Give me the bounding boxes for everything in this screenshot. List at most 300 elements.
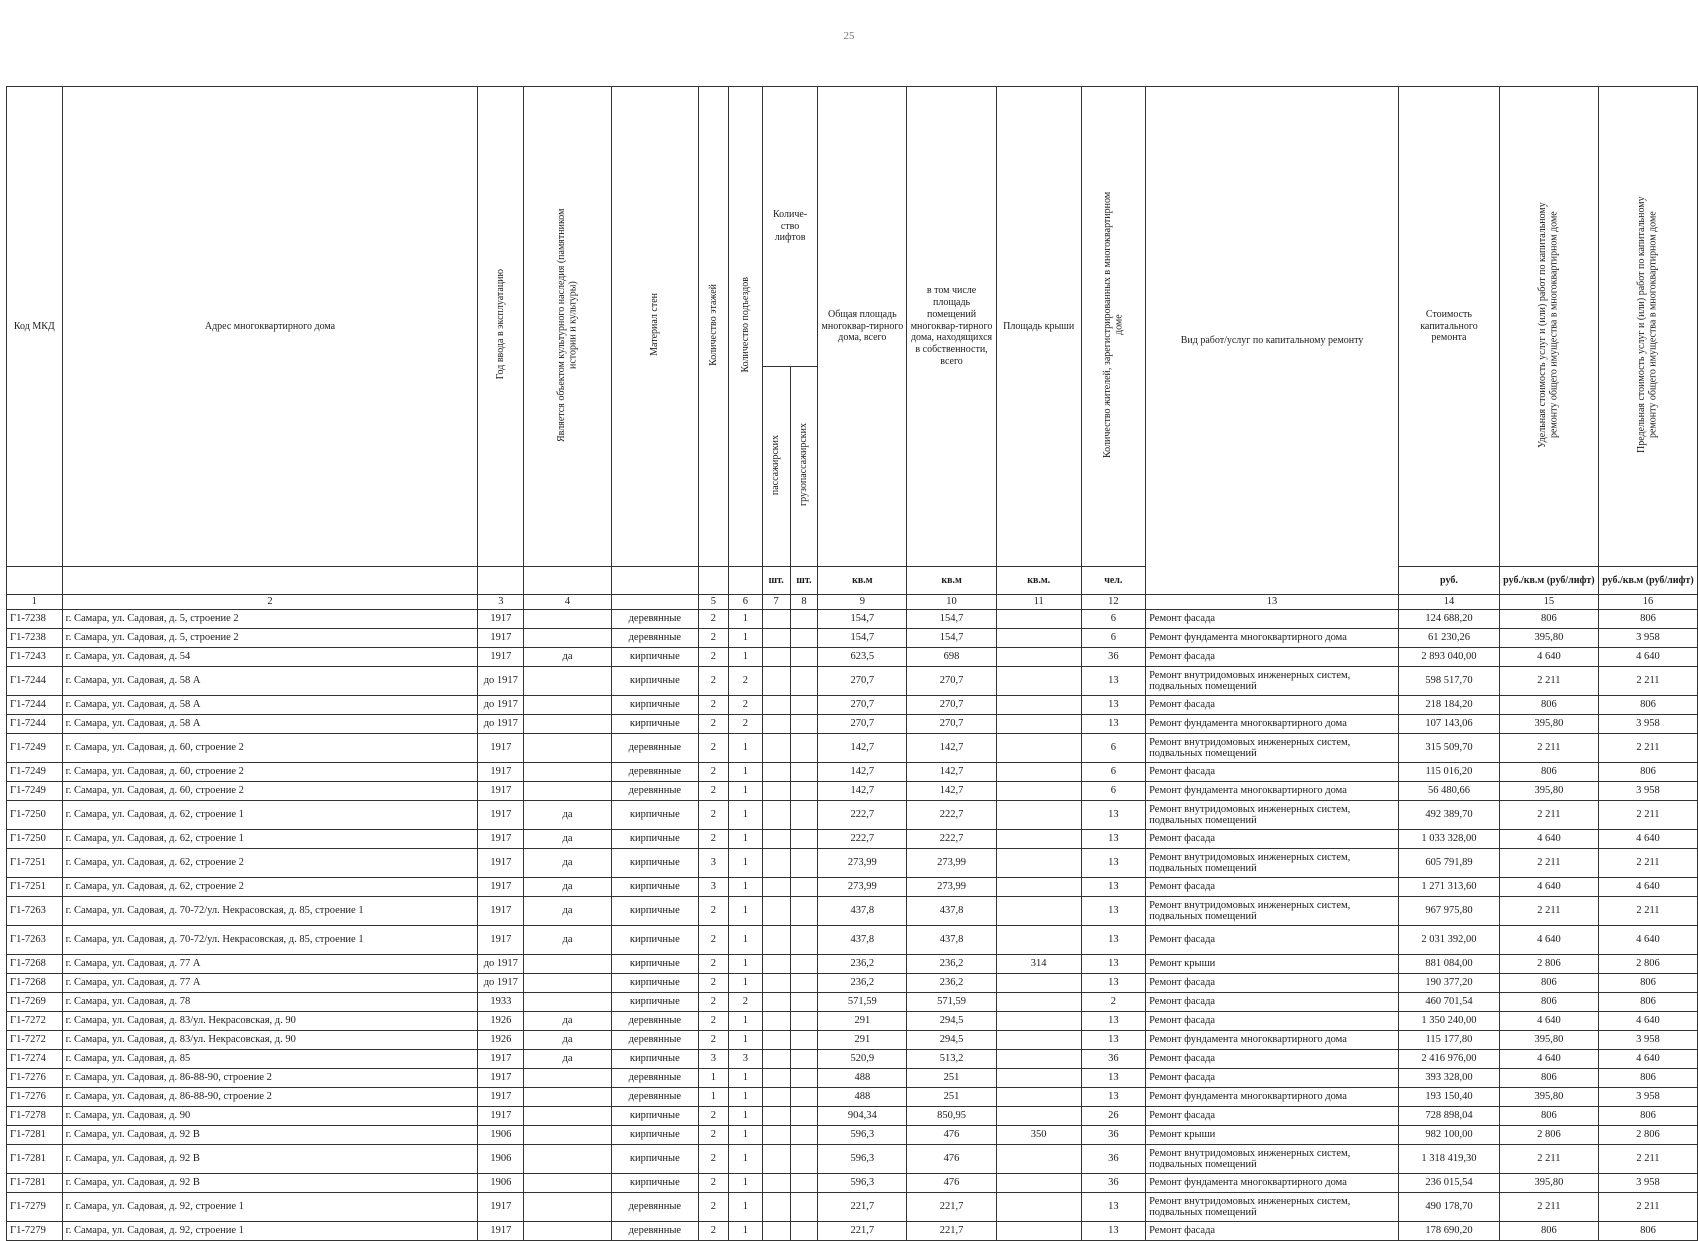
cell-area-owned: 142,7 — [907, 734, 996, 763]
cell-residents: 13 — [1081, 1193, 1146, 1222]
cell-roof — [996, 648, 1081, 667]
units-cost: руб. — [1399, 567, 1500, 595]
units-residents: чел. — [1081, 567, 1146, 595]
cell-roof — [996, 1031, 1081, 1050]
cell-material: деревянные — [611, 1069, 698, 1088]
cell-cost: 1 271 313,60 — [1399, 878, 1500, 897]
cell-code: Г1-7268 — [7, 974, 63, 993]
cell-lift-p — [762, 610, 790, 629]
cell-code: Г1-7249 — [7, 734, 63, 763]
cell-year: 1917 — [478, 610, 524, 629]
header-entrances-text: Количество подъездов — [739, 276, 751, 373]
cell-lift-p — [762, 878, 790, 897]
header-lifts-passenger-text: пассажирских — [770, 434, 782, 495]
cell-area-total: 221,7 — [818, 1193, 907, 1222]
cell-cost: 598 517,70 — [1399, 667, 1500, 696]
cell-limit-cost: 3 958 — [1598, 1174, 1697, 1193]
cell-roof — [996, 1088, 1081, 1107]
cell-cost: 315 509,70 — [1399, 734, 1500, 763]
cell-area-owned: 270,7 — [907, 715, 996, 734]
cell-year: 1917 — [478, 1222, 524, 1241]
cell-code: Г1-7263 — [7, 926, 63, 955]
cell-work: Ремонт внутридомовых инженерных систем, подвальных помещений — [1146, 1193, 1399, 1222]
cell-lift-g — [790, 1222, 818, 1241]
cell-heritage — [524, 782, 612, 801]
cell-material: кирпичные — [611, 830, 698, 849]
header-material-text: Материал стен — [649, 293, 661, 357]
cell-floors: 2 — [698, 993, 728, 1012]
cell-roof — [996, 993, 1081, 1012]
cell-entrances: 1 — [728, 1193, 762, 1222]
cell-area-owned: 222,7 — [907, 830, 996, 849]
cell-heritage — [524, 1088, 612, 1107]
cell-limit-cost: 806 — [1598, 1107, 1697, 1126]
cell-entrances: 1 — [728, 849, 762, 878]
header-year — [478, 87, 524, 567]
cell-year: 1906 — [478, 1126, 524, 1145]
column-number: 5 — [698, 595, 728, 610]
cell-lift-p — [762, 734, 790, 763]
cell-area-total: 270,7 — [818, 667, 907, 696]
cell-material: деревянные — [611, 629, 698, 648]
cell-unit-cost: 395,80 — [1499, 782, 1598, 801]
cell-roof — [996, 696, 1081, 715]
cell-work: Ремонт фундамента многоквартирного дома — [1146, 1031, 1399, 1050]
cell-limit-cost: 3 958 — [1598, 629, 1697, 648]
cell-lift-p — [762, 667, 790, 696]
cell-heritage — [524, 1193, 612, 1222]
cell-work: Ремонт фасада — [1146, 993, 1399, 1012]
header-work-type: Вид работ/услуг по капитальному ремонту — [1146, 87, 1399, 595]
cell-cost: 492 389,70 — [1399, 801, 1500, 830]
cell-heritage — [524, 955, 612, 974]
cell-lift-g — [790, 648, 818, 667]
units-unit-cost: руб./кв.м (руб/лифт) — [1499, 567, 1598, 595]
table-row — [7, 1222, 1698, 1241]
cell-unit-cost: 2 211 — [1499, 801, 1598, 830]
cell-roof — [996, 1222, 1081, 1241]
cell-cost: 1 318 419,30 — [1399, 1145, 1500, 1174]
cell-code: Г1-7238 — [7, 629, 63, 648]
table-row — [7, 696, 1698, 715]
cell-material: деревянные — [611, 1012, 698, 1031]
cell-limit-cost: 2 211 — [1598, 667, 1697, 696]
cell-area-total: 488 — [818, 1069, 907, 1088]
cell-code: Г1-7250 — [7, 830, 63, 849]
cell-limit-cost: 806 — [1598, 993, 1697, 1012]
cell-work: Ремонт фасада — [1146, 830, 1399, 849]
cell-floors: 3 — [698, 849, 728, 878]
page-number: 25 — [843, 30, 855, 42]
cell-year: 1917 — [478, 830, 524, 849]
cell-lift-p — [762, 974, 790, 993]
cell-floors: 2 — [698, 1145, 728, 1174]
cell-limit-cost: 806 — [1598, 1222, 1697, 1241]
cell-unit-cost: 4 640 — [1499, 878, 1598, 897]
cell-limit-cost: 2 806 — [1598, 1126, 1697, 1145]
header-unit-cost-text: Удельная стоимость услуг и (или) работ по капитальному ремонту общего имущества в многоквартирном доме — [1537, 201, 1560, 448]
cell-heritage — [524, 610, 612, 629]
header-lifts-group: Количе-ство лифтов — [762, 87, 818, 367]
cell-year: 1917 — [478, 1050, 524, 1069]
units-empty — [728, 567, 762, 595]
cell-entrances: 1 — [728, 1088, 762, 1107]
cell-work: Ремонт фасада — [1146, 1050, 1399, 1069]
units-area-owned: кв.м — [907, 567, 996, 595]
cell-area-owned: 142,7 — [907, 782, 996, 801]
cell-floors: 2 — [698, 648, 728, 667]
cell-limit-cost: 2 806 — [1598, 955, 1697, 974]
cell-cost: 124 688,20 — [1399, 610, 1500, 629]
cell-work: Ремонт крыши — [1146, 1126, 1399, 1145]
cell-roof — [996, 849, 1081, 878]
cell-heritage — [524, 1069, 612, 1088]
cell-address: г. Самара, ул. Садовая, д. 83/ул. Некрасовская, д. 90 — [62, 1012, 478, 1031]
cell-heritage — [524, 974, 612, 993]
cell-residents: 13 — [1081, 1031, 1146, 1050]
cell-material: кирпичные — [611, 715, 698, 734]
cell-work: Ремонт внутридомовых инженерных систем, подвальных помещений — [1146, 667, 1399, 696]
cell-area-owned: 270,7 — [907, 667, 996, 696]
table-row — [7, 926, 1698, 955]
cell-roof — [996, 629, 1081, 648]
cell-address: г. Самара, ул. Садовая, д. 92, строение 1 — [62, 1222, 478, 1241]
cell-cost: 190 377,20 — [1399, 974, 1500, 993]
cell-roof — [996, 734, 1081, 763]
table-row — [7, 993, 1698, 1012]
cell-floors: 2 — [698, 696, 728, 715]
cell-heritage — [524, 734, 612, 763]
cell-material: кирпичные — [611, 1145, 698, 1174]
cell-area-total: 154,7 — [818, 629, 907, 648]
cell-heritage — [524, 1174, 612, 1193]
cell-area-owned: 154,7 — [907, 610, 996, 629]
cell-entrances: 2 — [728, 696, 762, 715]
cell-area-total: 222,7 — [818, 830, 907, 849]
cell-residents: 36 — [1081, 1145, 1146, 1174]
cell-cost: 61 230,26 — [1399, 629, 1500, 648]
cell-year: до 1917 — [478, 667, 524, 696]
units-lifts-freight: шт. — [790, 567, 818, 595]
cell-unit-cost: 4 640 — [1499, 1050, 1598, 1069]
cell-area-total: 236,2 — [818, 974, 907, 993]
cell-lift-g — [790, 610, 818, 629]
cell-residents: 13 — [1081, 715, 1146, 734]
cell-year: до 1917 — [478, 974, 524, 993]
cell-year: 1926 — [478, 1012, 524, 1031]
cell-limit-cost: 4 640 — [1598, 878, 1697, 897]
cell-work: Ремонт фундамента многоквартирного дома — [1146, 1088, 1399, 1107]
cell-floors: 3 — [698, 878, 728, 897]
cell-entrances: 1 — [728, 1107, 762, 1126]
cell-cost: 218 184,20 — [1399, 696, 1500, 715]
cell-floors: 2 — [698, 1012, 728, 1031]
cell-limit-cost: 806 — [1598, 1069, 1697, 1088]
header-cost: Стоимость капитального ремонта — [1399, 87, 1500, 567]
cell-heritage — [524, 763, 612, 782]
cell-unit-cost: 4 640 — [1499, 1012, 1598, 1031]
cell-limit-cost: 806 — [1598, 696, 1697, 715]
cell-floors: 2 — [698, 897, 728, 926]
cell-lift-g — [790, 667, 818, 696]
cell-floors: 2 — [698, 1174, 728, 1193]
cell-roof — [996, 801, 1081, 830]
cell-area-owned: 236,2 — [907, 955, 996, 974]
cell-area-total: 142,7 — [818, 782, 907, 801]
cell-entrances: 1 — [728, 610, 762, 629]
cell-unit-cost: 4 640 — [1499, 830, 1598, 849]
cell-cost: 2 031 392,00 — [1399, 926, 1500, 955]
cell-lift-g — [790, 1069, 818, 1088]
units-roof: кв.м. — [996, 567, 1081, 595]
cell-address: г. Самара, ул. Садовая, д. 62, строение 2 — [62, 849, 478, 878]
cell-lift-p — [762, 629, 790, 648]
cell-cost: 967 975,80 — [1399, 897, 1500, 926]
cell-unit-cost: 2 211 — [1499, 849, 1598, 878]
cell-cost: 115 016,20 — [1399, 763, 1500, 782]
cell-area-owned: 437,8 — [907, 926, 996, 955]
cell-entrances: 2 — [728, 667, 762, 696]
cell-code: Г1-7244 — [7, 696, 63, 715]
cell-heritage — [524, 1222, 612, 1241]
cell-cost: 605 791,89 — [1399, 849, 1500, 878]
cell-entrances: 1 — [728, 1145, 762, 1174]
cell-code: Г1-7276 — [7, 1088, 63, 1107]
cell-address: г. Самара, ул. Садовая, д. 77 А — [62, 955, 478, 974]
cell-year: 1926 — [478, 1031, 524, 1050]
cell-residents: 36 — [1081, 1050, 1146, 1069]
cell-heritage: да — [524, 1031, 612, 1050]
cell-year: 1917 — [478, 782, 524, 801]
cell-residents: 6 — [1081, 610, 1146, 629]
cell-heritage: да — [524, 801, 612, 830]
cell-limit-cost: 806 — [1598, 763, 1697, 782]
cell-residents: 26 — [1081, 1107, 1146, 1126]
column-number: 13 — [1146, 595, 1399, 610]
cell-work: Ремонт фасада — [1146, 763, 1399, 782]
cell-material: деревянные — [611, 1222, 698, 1241]
table-row — [7, 1031, 1698, 1050]
cell-lift-p — [762, 1012, 790, 1031]
cell-area-total: 291 — [818, 1012, 907, 1031]
table-row — [7, 1069, 1698, 1088]
table-row — [7, 801, 1698, 830]
cell-entrances: 2 — [728, 993, 762, 1012]
cell-code: Г1-7281 — [7, 1126, 63, 1145]
cell-address: г. Самара, ул. Садовая, д. 60, строение 2 — [62, 763, 478, 782]
cell-area-total: 437,8 — [818, 897, 907, 926]
cell-material: кирпичные — [611, 849, 698, 878]
cell-entrances: 1 — [728, 801, 762, 830]
cell-lift-p — [762, 1145, 790, 1174]
table-row — [7, 734, 1698, 763]
cell-cost: 2 416 976,00 — [1399, 1050, 1500, 1069]
table-row — [7, 648, 1698, 667]
cell-cost: 56 480,66 — [1399, 782, 1500, 801]
cell-unit-cost: 4 640 — [1499, 926, 1598, 955]
cell-work: Ремонт фундамента многоквартирного дома — [1146, 1174, 1399, 1193]
cell-area-owned: 513,2 — [907, 1050, 996, 1069]
cell-material: деревянные — [611, 1193, 698, 1222]
cell-residents: 13 — [1081, 974, 1146, 993]
cell-residents: 13 — [1081, 1222, 1146, 1241]
table-row — [7, 667, 1698, 696]
cell-cost: 1 350 240,00 — [1399, 1012, 1500, 1031]
cell-heritage: да — [524, 849, 612, 878]
cell-year: до 1917 — [478, 696, 524, 715]
cell-lift-g — [790, 830, 818, 849]
cell-roof — [996, 610, 1081, 629]
cell-limit-cost: 4 640 — [1598, 1050, 1697, 1069]
cell-residents: 13 — [1081, 801, 1146, 830]
cell-heritage: да — [524, 1050, 612, 1069]
cell-floors: 2 — [698, 926, 728, 955]
table-row — [7, 782, 1698, 801]
cell-material: деревянные — [611, 1031, 698, 1050]
cell-entrances: 1 — [728, 878, 762, 897]
cell-area-owned: 571,59 — [907, 993, 996, 1012]
cell-roof — [996, 715, 1081, 734]
cell-lift-p — [762, 1222, 790, 1241]
cell-year: 1917 — [478, 1193, 524, 1222]
cell-area-owned: 222,7 — [907, 801, 996, 830]
cell-unit-cost: 2 211 — [1499, 1145, 1598, 1174]
cell-residents: 13 — [1081, 1012, 1146, 1031]
cell-area-total: 571,59 — [818, 993, 907, 1012]
cell-entrances: 1 — [728, 734, 762, 763]
cell-code: Г1-7244 — [7, 667, 63, 696]
cell-work: Ремонт фасада — [1146, 878, 1399, 897]
cell-cost: 393 328,00 — [1399, 1069, 1500, 1088]
cell-lift-g — [790, 715, 818, 734]
cell-cost: 193 150,40 — [1399, 1088, 1500, 1107]
cell-address: г. Самара, ул. Садовая, д. 83/ул. Некрасовская, д. 90 — [62, 1031, 478, 1050]
cell-address: г. Самара, ул. Садовая, д. 5, строение 2 — [62, 610, 478, 629]
cell-lift-g — [790, 849, 818, 878]
cell-heritage — [524, 667, 612, 696]
cell-lift-p — [762, 1174, 790, 1193]
column-number: 12 — [1081, 595, 1146, 610]
cell-lift-p — [762, 1126, 790, 1145]
cell-year: 1917 — [478, 1088, 524, 1107]
cell-work: Ремонт внутридомовых инженерных систем, подвальных помещений — [1146, 897, 1399, 926]
cell-year: 1933 — [478, 993, 524, 1012]
cell-lift-g — [790, 734, 818, 763]
cell-lift-p — [762, 1050, 790, 1069]
cell-code: Г1-7278 — [7, 1107, 63, 1126]
cell-unit-cost: 395,80 — [1499, 1031, 1598, 1050]
cell-lift-g — [790, 974, 818, 993]
cell-limit-cost: 3 958 — [1598, 1031, 1697, 1050]
cell-material: деревянные — [611, 734, 698, 763]
cell-floors: 2 — [698, 974, 728, 993]
cell-area-total: 291 — [818, 1031, 907, 1050]
cell-area-total: 270,7 — [818, 696, 907, 715]
cell-lift-g — [790, 878, 818, 897]
cell-entrances: 1 — [728, 1012, 762, 1031]
cell-area-owned: 698 — [907, 648, 996, 667]
cell-limit-cost: 806 — [1598, 610, 1697, 629]
cell-address: г. Самара, ул. Садовая, д. 62, строение 1 — [62, 801, 478, 830]
units-empty — [524, 567, 612, 595]
cell-year: 1917 — [478, 629, 524, 648]
cell-limit-cost: 2 211 — [1598, 1193, 1697, 1222]
cell-limit-cost: 4 640 — [1598, 1012, 1697, 1031]
cell-floors: 2 — [698, 1107, 728, 1126]
cell-code: Г1-7268 — [7, 955, 63, 974]
cell-area-total: 488 — [818, 1088, 907, 1107]
cell-address: г. Самара, ул. Садовая, д. 70-72/ул. Некрасовская, д. 85, строение 1 — [62, 926, 478, 955]
cell-entrances: 1 — [728, 1174, 762, 1193]
cell-material: кирпичные — [611, 667, 698, 696]
cell-code: Г1-7276 — [7, 1069, 63, 1088]
cell-lift-p — [762, 849, 790, 878]
header-residents-text: Количество жителей, зарегистрированных в многоквартирном доме — [1101, 191, 1125, 458]
cell-limit-cost: 2 211 — [1598, 897, 1697, 926]
cell-lift-p — [762, 1193, 790, 1222]
cell-year: 1917 — [478, 1107, 524, 1126]
cell-cost: 178 690,20 — [1399, 1222, 1500, 1241]
cell-work: Ремонт внутридомовых инженерных систем, подвальных помещений — [1146, 1145, 1399, 1174]
cell-code: Г1-7272 — [7, 1031, 63, 1050]
cell-cost: 1 033 328,00 — [1399, 830, 1500, 849]
cell-limit-cost: 3 958 — [1598, 1088, 1697, 1107]
cell-address: г. Самара, ул. Садовая, д. 58 А — [62, 715, 478, 734]
cell-heritage: да — [524, 897, 612, 926]
cell-entrances: 1 — [728, 1069, 762, 1088]
cell-area-total: 437,8 — [818, 926, 907, 955]
cell-area-total: 221,7 — [818, 1222, 907, 1241]
cell-unit-cost: 806 — [1499, 993, 1598, 1012]
cell-year: 1906 — [478, 1174, 524, 1193]
header-area-owned: в том числе площадь помещений многоквар-тирного дома, находящихся в собственности, всего — [907, 87, 996, 567]
header-limit-cost-text: Предельная стоимость услуг и (или) работ по капитальному ремонту общего имущества в многоквартирном доме — [1636, 196, 1659, 453]
cell-residents: 13 — [1081, 696, 1146, 715]
cell-entrances: 1 — [728, 974, 762, 993]
cell-floors: 2 — [698, 734, 728, 763]
cell-lift-g — [790, 1088, 818, 1107]
column-number: 3 — [478, 595, 524, 610]
cell-floors: 2 — [698, 763, 728, 782]
cell-address: г. Самара, ул. Садовая, д. 92 В — [62, 1174, 478, 1193]
column-number: 16 — [1598, 595, 1697, 610]
table-row — [7, 1126, 1698, 1145]
cell-area-owned: 476 — [907, 1126, 996, 1145]
cell-residents: 6 — [1081, 763, 1146, 782]
cell-limit-cost: 4 640 — [1598, 830, 1697, 849]
table-row — [7, 897, 1698, 926]
units-limit-cost: руб./кв.м (руб/лифт) — [1598, 567, 1697, 595]
cell-address: г. Самара, ул. Садовая, д. 62, строение 1 — [62, 830, 478, 849]
cell-entrances: 2 — [728, 715, 762, 734]
cell-heritage — [524, 715, 612, 734]
cell-entrances: 1 — [728, 648, 762, 667]
cell-residents: 13 — [1081, 878, 1146, 897]
cell-floors: 2 — [698, 715, 728, 734]
cell-floors: 2 — [698, 610, 728, 629]
cell-lift-p — [762, 926, 790, 955]
units-area-total: кв.м — [818, 567, 907, 595]
cell-code: Г1-7251 — [7, 878, 63, 897]
cell-address: г. Самара, ул. Садовая, д. 77 А — [62, 974, 478, 993]
cell-unit-cost: 806 — [1499, 610, 1598, 629]
cell-code: Г1-7238 — [7, 610, 63, 629]
cell-cost: 236 015,54 — [1399, 1174, 1500, 1193]
table-row — [7, 1012, 1698, 1031]
cell-lift-p — [762, 782, 790, 801]
cell-material: деревянные — [611, 763, 698, 782]
cell-code: Г1-7274 — [7, 1050, 63, 1069]
